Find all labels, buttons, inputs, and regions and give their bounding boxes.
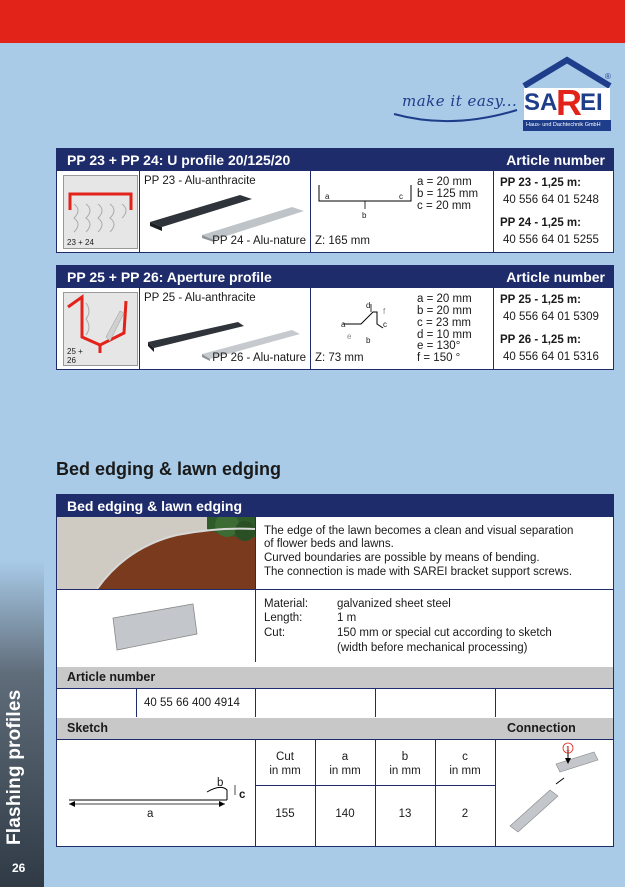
article-cell-div-1 (136, 688, 137, 717)
page-number: 26 (12, 861, 26, 875)
pp25-dim-b: b = 20 mm (417, 305, 472, 317)
pp23-thumb-label: 23 + 24 (67, 238, 94, 247)
pp23-art1-num: 40 556 64 01 5248 (503, 194, 599, 206)
article-cell-div-2 (255, 688, 256, 717)
article-cell-div-4 (495, 688, 496, 717)
pp25-art2-num: 40 556 64 01 5316 (503, 351, 599, 363)
pp25-sketch-b: b (366, 336, 371, 345)
pp25-art1-label: PP 25 - 1,25 m: (500, 294, 581, 306)
connection-image (496, 740, 612, 844)
pp23-thumbnail (63, 175, 138, 249)
table-head-cut-1: Cut (276, 751, 294, 763)
pp25-art1-num: 40 556 64 01 5309 (503, 311, 599, 323)
table-head-b-1: b (401, 751, 409, 763)
pp25-article-cell (493, 288, 614, 369)
pp25-art2-label: PP 26 - 1,25 m: (500, 334, 581, 346)
bed-box (56, 494, 614, 847)
pp25-title: PP 25 + PP 26: Aperture profile (67, 269, 272, 285)
bed-sketch-c: c (239, 789, 246, 801)
table-mid-line (255, 785, 495, 786)
logo-registered: ® (605, 72, 611, 81)
pp23-sketch-cell (310, 171, 493, 252)
table-value-a: 140 (335, 808, 355, 820)
bed-sketch-b: b (217, 777, 224, 789)
connection-mark: 1 (566, 746, 570, 753)
bed-desc-4: The connection is made with SAREI bracket support screws. (264, 566, 573, 578)
bed-photo (57, 517, 255, 589)
pp25-sketch-cell (310, 288, 493, 369)
top-red-bar (0, 0, 625, 43)
pp23-sketch-b: b (362, 211, 367, 220)
pp25-header (57, 266, 613, 288)
bed-article-header: Article number (67, 670, 156, 684)
table-value-cut: 155 (275, 808, 295, 820)
pp25-sketch-d: d (366, 301, 371, 310)
pp25-thumb-label1: 25 + (67, 347, 83, 356)
pp25-sketch-a: a (341, 320, 346, 329)
pp23-art2-num: 40 556 64 01 5255 (503, 234, 599, 246)
pp25-image-cell (139, 288, 310, 369)
pp25-dim-f: f = 150 ° (417, 352, 461, 364)
pp25-thumb-label2: 26 (67, 356, 76, 365)
pp23-art2-label: PP 24 - 1,25 m: (500, 217, 581, 229)
pp25-anthracite-label: PP 25 - Alu-anthracite (144, 292, 256, 304)
pp23-anthracite-label: PP 23 - Alu-anthracite (144, 175, 256, 187)
logo-subtitle: Haus- und Dachtechnik GmbH (526, 122, 601, 128)
bed-row-line-2 (57, 688, 613, 689)
pp23-sketch-a: a (325, 192, 330, 201)
table-head-c-1: c (462, 751, 468, 763)
bed-sketch-header: Sketch (67, 721, 108, 735)
slogan-swoosh (392, 108, 522, 128)
table-head-b-2: in mm (389, 765, 421, 777)
pp23-title: PP 23 + PP 24: U profile 20/125/20 (67, 152, 291, 168)
bed-desc-2: of flower beds and lawns. (264, 538, 394, 550)
pp23-dim-a: a = 20 mm (417, 176, 472, 188)
logo-letter-r: R (556, 82, 582, 123)
pp23-box (56, 148, 614, 253)
table-head-a-2: in mm (329, 765, 361, 777)
pp23-nature-label: PP 24 - Alu-nature (212, 235, 306, 247)
article-cell-div-3 (375, 688, 376, 717)
pp23-sketch-c: c (399, 192, 403, 201)
bed-article-number: 40 55 66 400 4914 (144, 697, 240, 709)
pp23-z: Z: 165 mm (315, 235, 370, 247)
bed-product-image (57, 590, 255, 662)
pp23-profile-image (140, 187, 310, 242)
pp23-dim-b: b = 125 mm (417, 188, 479, 200)
pp25-dim-d: d = 10 mm (417, 329, 472, 341)
bed-section-title: Bed edging & lawn edging (56, 459, 281, 479)
sidebar-title: Flashing profiles (4, 689, 25, 845)
bed-sketch (57, 740, 255, 844)
table-head-a-1: a (341, 751, 349, 763)
pp23-image-cell (139, 171, 310, 252)
sarei-logo (520, 56, 614, 132)
bed-sketch-a: a (147, 808, 154, 820)
logo-letters-left: SA (524, 89, 558, 116)
spec-length-label: Length: (264, 612, 303, 624)
spec-length-value: 1 m (337, 612, 357, 624)
pp23-art1-label: PP 23 - 1,25 m: (500, 177, 581, 189)
pp25-sketch-c: c (383, 320, 387, 329)
pp23-article-cell (493, 171, 614, 252)
spec-note: (width before mechanical processing) (337, 642, 528, 654)
spec-cut-label: Cut: (264, 627, 286, 639)
spec-material-value: galvanized sheet steel (337, 598, 451, 610)
pp23-header (57, 149, 613, 171)
pp25-z: Z: 73 mm (315, 352, 364, 364)
pp25-dim-a: a = 20 mm (417, 293, 472, 305)
bed-desc-3: Curved boundaries are possible by means of bending. (264, 552, 540, 564)
table-head-c-2: in mm (449, 765, 481, 777)
pp25-thumbnail (63, 292, 138, 366)
pp25-box (56, 265, 614, 370)
lawn-edge-photo (57, 517, 255, 589)
bed-header (57, 495, 613, 517)
pp25-dim-e: e = 130° (417, 340, 461, 352)
pp25-sketch-f: f (383, 307, 386, 316)
pp25-sketch-e: e (347, 332, 352, 341)
pp25-nature-label: PP 26 - Alu-nature (212, 352, 306, 364)
slogan: make it easy... (402, 92, 518, 110)
table-value-b: 13 (398, 808, 412, 820)
spec-cut-value: 150 mm or special cut according to sketch (337, 627, 552, 639)
bed-box-title: Bed edging & lawn edging (67, 498, 242, 514)
bed-connection-header: Connection (507, 721, 576, 735)
pp25-dim-c: c = 23 mm (417, 317, 472, 329)
logo-letters-right: EI (580, 89, 603, 116)
pp25-article-header: Article number (506, 269, 605, 285)
bed-desc-1: The edge of the lawn becomes a clean and visual separation (264, 525, 574, 537)
pp23-article-header: Article number (506, 152, 605, 168)
pp23-dim-c: c = 20 mm (417, 200, 472, 212)
table-value-c: 2 (461, 808, 469, 820)
spec-material-label: Material: (264, 598, 309, 610)
table-head-cut-2: in mm (269, 765, 301, 777)
